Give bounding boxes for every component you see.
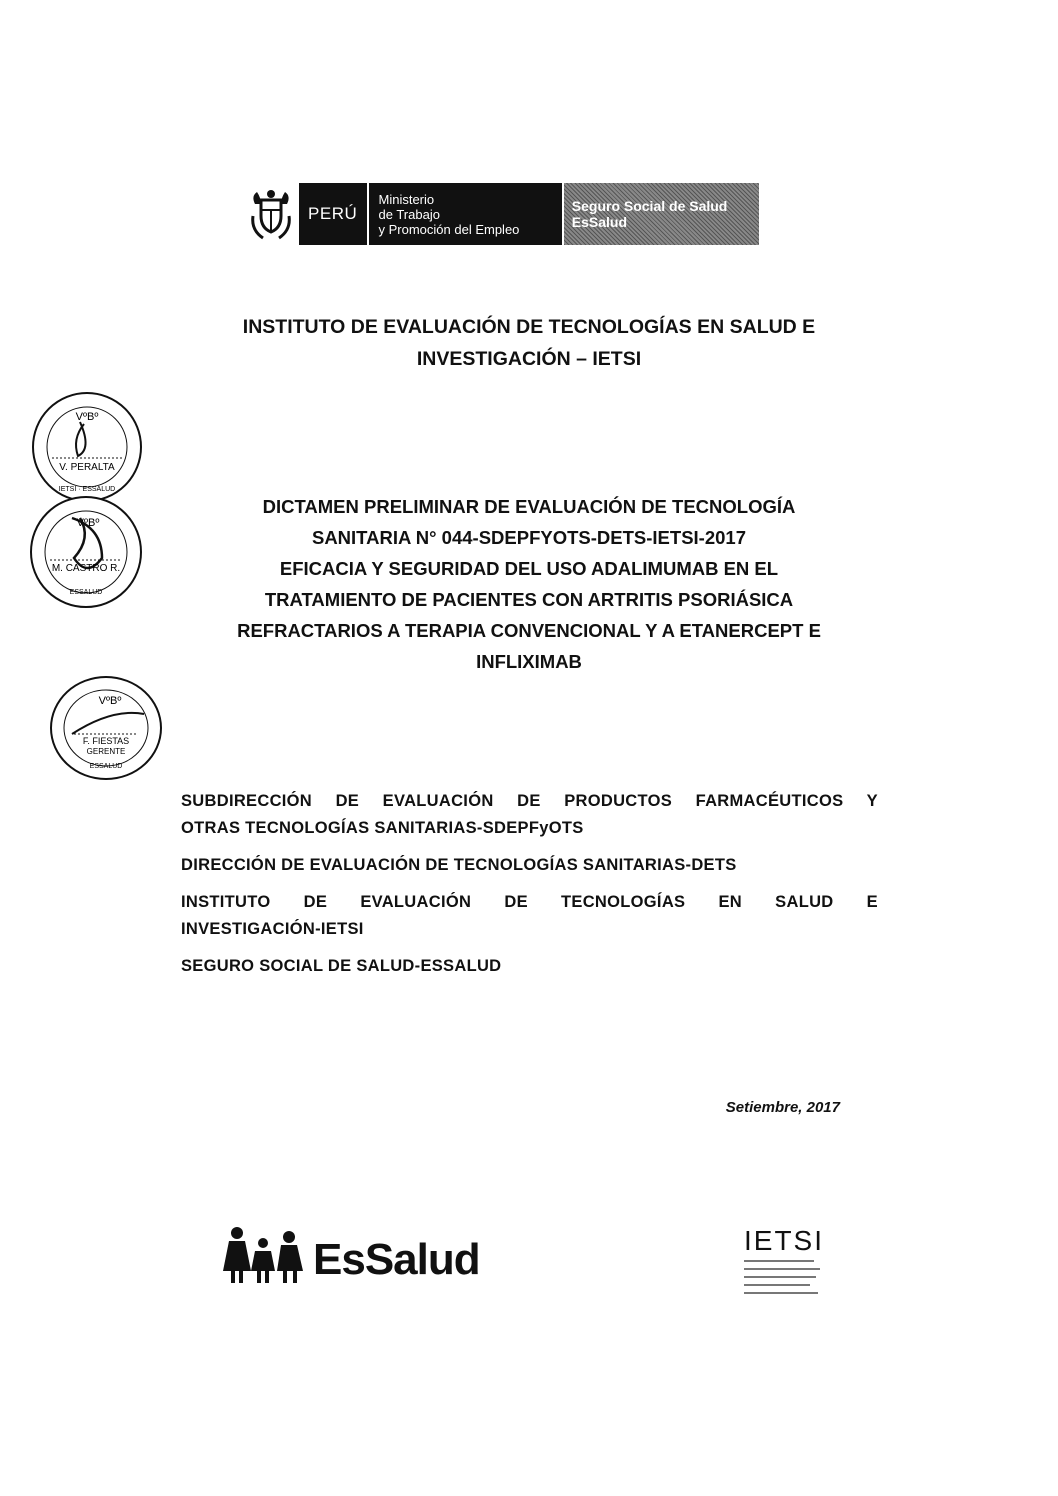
ministry-line: y Promoción del Empleo [378, 221, 520, 237]
document-date: Setiembre, 2017 [725, 1099, 840, 1116]
ietsi-logo-subtitle-graphic [744, 1256, 824, 1308]
stamp-vobo: VºBº [75, 411, 99, 423]
instituto-line: INSTITUTO DE EVALUACIÓN DE TECNOLOGÍAS EN SALUD E [181, 893, 878, 911]
subdireccion-line: OTRAS TECNOLOGÍAS SANITARIAS-SDEPFyOTS [181, 819, 584, 837]
instituto-line: INVESTIGACIÓN-IETSI [181, 920, 364, 938]
ietsi-logo [744, 1226, 824, 1313]
seguro-unit: SEGURO SOCIAL DE SALUD-ESSALUD [181, 957, 502, 975]
stamp-bottom: IETSI · ESSALUD [58, 486, 116, 493]
peru-label: PERÚ [299, 183, 367, 245]
essalud-logo-text: EsSalud [313, 1235, 480, 1284]
essalud-header-line: Seguro Social de Salud [571, 198, 728, 214]
essalud-header-label [564, 183, 759, 245]
family-figures-icon [223, 1225, 309, 1285]
stamp-name: M. CASTRO R. [51, 563, 121, 574]
dictamen-title-line: SANITARIA N° 044-SDEPFYOTS-DETS-IETSI-2017 [311, 527, 746, 548]
stamp-vobo: VºBº [98, 695, 122, 707]
approval-stamp-peralta [32, 392, 142, 502]
subdireccion-unit [181, 788, 878, 842]
dictamen-title-line: REFRACTARIOS A TERAPIA CONVENCIONAL Y A ETANERCEPT E [237, 620, 821, 641]
direccion-unit: DIRECCIÓN DE EVALUACIÓN DE TECNOLOGÍAS SANITARIAS-DETS [181, 856, 737, 874]
dictamen-title-line: EFICACIA Y SEGURIDAD DEL USO ADALIMUMAB EN EL [279, 558, 779, 579]
ministry-line: de Trabajo [378, 206, 440, 222]
government-header [243, 183, 759, 245]
stamp-bottom: ESSALUD [69, 589, 103, 596]
approval-stamp-fiestas [50, 676, 162, 780]
dictamen-title-line: DICTAMEN PRELIMINAR DE EVALUACIÓN DE TECNOLOGÍA [262, 496, 796, 517]
dictamen-title-line: INFLIXIMAB [476, 651, 582, 672]
stamp-role: GERENTE [86, 747, 126, 756]
institute-title-line: INVESTIGACIÓN – IETSI [416, 348, 642, 370]
dictamen-title-line: TRATAMIENTO DE PACIENTES CON ARTRITIS PSORIÁSICA [264, 589, 794, 610]
institute-title-line: INSTITUTO DE EVALUACIÓN DE TECNOLOGÍAS EN SALUD E [242, 316, 816, 338]
essalud-header-line: EsSalud [571, 214, 628, 230]
stamp-name: V. PERALTA [59, 462, 115, 473]
stamp-bottom: ESSALUD [89, 763, 123, 770]
stamp-vobo: VºBº [76, 517, 100, 529]
ministry-line: Ministerio [378, 191, 435, 207]
authoring-units [181, 788, 878, 990]
ministry-label [367, 183, 562, 245]
ietsi-logo-text: IETSI [744, 1225, 825, 1256]
subdireccion-line: SUBDIRECCIÓN DE EVALUACIÓN DE PRODUCTOS FARMACÉUTICOS Y [181, 792, 878, 810]
institute-title [0, 311, 1058, 375]
essalud-logo [223, 1215, 480, 1285]
instituto-unit [181, 889, 878, 943]
peru-coat-of-arms-icon [243, 183, 299, 245]
stamp-name: F. FIESTAS [82, 736, 130, 746]
dictamen-title [0, 491, 1058, 677]
